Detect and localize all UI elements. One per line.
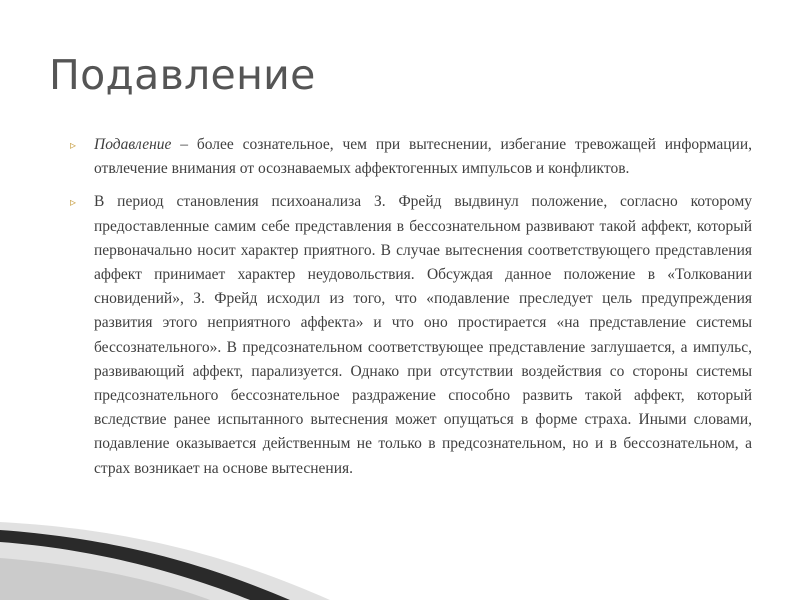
bullet-arrow-icon: ▹	[70, 195, 77, 210]
decorative-swoosh	[0, 480, 800, 600]
bullet-item-definition	[70, 133, 752, 181]
slide-title: Подавление	[49, 51, 316, 99]
bullet-arrow-icon: ▹	[70, 138, 77, 152]
definition-term: Подавление	[94, 136, 172, 153]
bullet-list	[70, 133, 752, 490]
definition-text: – более сознательное, чем при вытеснении, избегание тревожащей информации, отвлечение внимания от осознаваемых аффектогенных импульсов и конфликтов.	[94, 136, 752, 178]
bullet-item-history	[70, 190, 752, 480]
history-text: В период становления психоанализа З. Фрейд выдвинул положение, согласно которому предоставленные самим себе представления в бессознательном развивают такой аффект, который первоначально носит характер приятного. В случае вытеснения соответствующего представления аффект принимает характер неудовольствия. Обсуждая данное положение в «Толковании сновидений», З. Фрейд исходил из того, что «подавление преследует цель предупреждения развития этого неприятного аффекта» и что оно простирается «на представление системы бессознательного». В предсознательном соответствующее представление заглушается, а импульс, развивающий аффект, парализуется. Однако при отсутствии воздействия со стороны системы предсознательного бессознательное раздражение способно развить такой аффект, который вследствие ранее испытанного вытеснения может опущаться в форме страха. Иными словами, подавление оказывается действенным не только в предсознательном, но и в бессознательном, а страх возникает на основе вытеснения.	[94, 193, 752, 477]
